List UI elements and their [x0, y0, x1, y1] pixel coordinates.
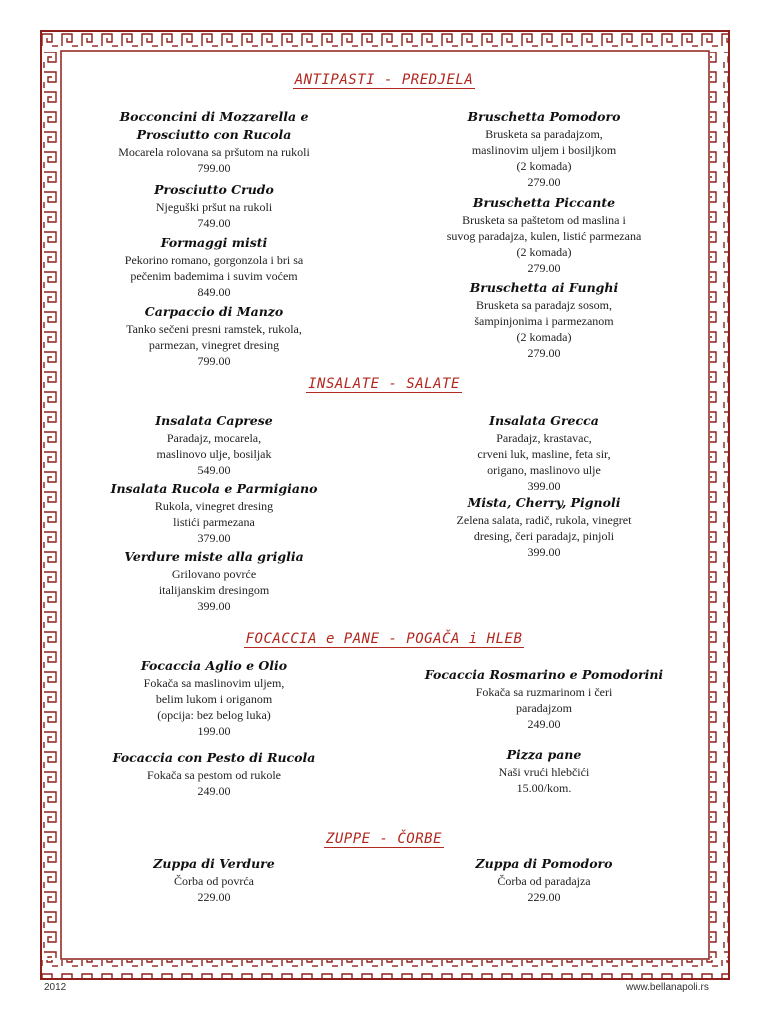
menu-item [64, 657, 364, 739]
menu-item-description: Paradajz, mocarela, [166, 431, 262, 445]
menu-item-description: Zelena salata, radič, rukola, vinegret [456, 513, 632, 527]
menu-item-description: italijanskim dresingom [158, 583, 270, 597]
menu-item-price: 229.00 [527, 890, 561, 904]
menu-item-description: crveni luk, masline, feta sir, [477, 447, 611, 461]
menu-item-name: Insalata Caprese [155, 413, 273, 428]
menu-item [394, 194, 694, 276]
menu-item-description: maslinovo ulje, bosiljak [156, 447, 272, 461]
menu-item-description: Grilovano povrće [171, 567, 257, 581]
menu-item [64, 303, 364, 369]
section-title-focaccia [64, 631, 704, 647]
section-title-insalate [64, 376, 704, 392]
menu-item [394, 279, 694, 361]
menu-item [394, 494, 694, 560]
menu-item-description: Tanko sečeni presni ramstek, rukola, [126, 322, 302, 336]
menu-item-description: origano, maslinovo ulje [487, 463, 601, 477]
section-title-text: FOCACCIA e PANE - POGAČA i HLEB [245, 631, 523, 647]
menu-item [64, 412, 364, 478]
menu-item-name: Bruschetta Pomodoro [467, 109, 621, 124]
menu-item-price: 279.00 [527, 346, 561, 360]
menu-item [394, 108, 694, 190]
menu-item [64, 749, 364, 799]
menu-item-description: maslinovim uljem i bosiljkom [471, 143, 617, 157]
menu-item-description: Fokača sa maslinovim uljem, [143, 676, 285, 690]
menu-item [64, 108, 364, 176]
menu-item-description: belim lukom i origanom [155, 692, 273, 706]
menu-item-price: 549.00 [197, 463, 231, 477]
menu-item-price: 279.00 [527, 175, 561, 189]
section-title-text: ZUPPE - ČORBE [325, 831, 443, 847]
menu-item-description: Čorba od povrća [174, 874, 254, 888]
menu-item-description: dresing, čeri paradajz, pinjoli [473, 529, 615, 543]
menu-item-description: Brusketa sa paštetom od maslina i [462, 213, 626, 227]
menu-item-description: Pekorino romano, gorgonzola i bri sa [124, 253, 304, 267]
menu-item-description: pečenim bademima i suvim voćem [130, 269, 298, 283]
menu-item-price: 279.00 [527, 261, 561, 275]
menu-item [64, 234, 364, 300]
menu-item-price: 15.00/kom. [516, 781, 572, 795]
menu-item-name: Mista, Cherry, Pignoli [467, 495, 621, 510]
menu-item-name: Zuppa di Pomodoro [475, 856, 613, 871]
menu-item-price: 199.00 [197, 724, 231, 738]
menu-item [64, 181, 364, 231]
menu-item-description: Rukola, vinegret dresing [154, 499, 274, 513]
menu-item-name: Focaccia con Pesto di Rucola [112, 750, 316, 765]
menu-item [64, 855, 364, 905]
menu-item-description: Brusketa sa paradajz sosom, [476, 298, 612, 312]
menu-item-description: Čorba od paradajza [497, 874, 591, 888]
menu-item-description: paradajzom [516, 701, 572, 715]
menu-item-price: 379.00 [197, 531, 231, 545]
menu-item [64, 548, 364, 614]
menu-item-price: 799.00 [197, 161, 231, 175]
menu-item-price: 249.00 [527, 717, 561, 731]
menu-item-name: Verdure miste alla griglia [124, 549, 304, 564]
menu-item-description: Mocarela rolovana sa pršutom na rukoli [118, 145, 310, 159]
menu-item [394, 746, 694, 796]
menu-item-price: 799.00 [197, 354, 231, 368]
menu-item-price: 399.00 [527, 479, 561, 493]
menu-item-description: šampinjonima i parmezanom [474, 314, 614, 328]
menu-item-description: Naši vrući hlebčići [498, 765, 590, 779]
menu-item-description: (2 komada) [516, 245, 572, 259]
menu-item-name: Bruschetta ai Funghi [469, 280, 619, 295]
menu-item-description: listići parmezana [173, 515, 255, 529]
menu-item-description: (2 komada) [516, 159, 572, 173]
menu-item-description: Brusketa sa paradajzom, [485, 127, 603, 141]
menu-item-price: 249.00 [197, 784, 231, 798]
menu-item-name: Formaggi misti [160, 235, 268, 250]
menu-item [394, 855, 694, 905]
section-title-text: INSALATE - SALATE [308, 376, 460, 392]
menu-item-name: Insalata Grecca [489, 413, 599, 428]
footer-year: 2012 [44, 982, 67, 993]
menu-item-name: Focaccia Rosmarino e Pomodorini [424, 667, 664, 682]
menu-item-description: Fokača sa ruzmarinom i čeri [475, 685, 613, 699]
section-title-antipasti [64, 72, 704, 88]
menu-item-description: parmezan, vinegret dresing [148, 338, 280, 352]
menu-item-name: Insalata Rucola e Parmigiano [110, 481, 318, 496]
menu-item [394, 412, 694, 494]
menu-item-price: 399.00 [197, 599, 231, 613]
menu-item [64, 480, 364, 546]
menu-item-name: Bruschetta Piccante [472, 195, 616, 210]
menu-item-description: Fokača sa pestom od rukole [147, 768, 281, 782]
menu-item-name: Focaccia Aglio e Olio [140, 658, 288, 673]
menu-item-price: 749.00 [197, 216, 231, 230]
menu-item-description: (opcija: bez belog luka) [157, 708, 271, 722]
menu-item-name: Bocconcini di Mozzarella e [119, 109, 309, 124]
menu-item-name: Zuppa di Verdure [153, 856, 275, 871]
menu-item-price: 399.00 [527, 545, 561, 559]
menu-item [394, 666, 694, 732]
menu-item-name: Pizza pane [506, 747, 582, 762]
menu-item-name: Carpaccio di Manzo [144, 304, 284, 319]
menu-item-name: Prosciutto Crudo [154, 182, 274, 197]
menu-item-description: suvog paradajza, kulen, listić parmezana [446, 229, 642, 243]
menu-item-name: Prosciutto con Rucola [136, 127, 292, 142]
menu-item-description: Njeguški pršut na rukoli [155, 200, 273, 214]
menu-item-price: 229.00 [197, 890, 231, 904]
section-title-text: ANTIPASTI - PREDJELA [294, 72, 474, 88]
menu-item-price: 849.00 [197, 285, 231, 299]
menu-item-description: (2 komada) [516, 330, 572, 344]
footer-website: www.bellanapoli.rs [626, 982, 709, 993]
menu-item-description: Paradajz, krastavac, [496, 431, 592, 445]
section-title-zuppe [64, 831, 704, 847]
